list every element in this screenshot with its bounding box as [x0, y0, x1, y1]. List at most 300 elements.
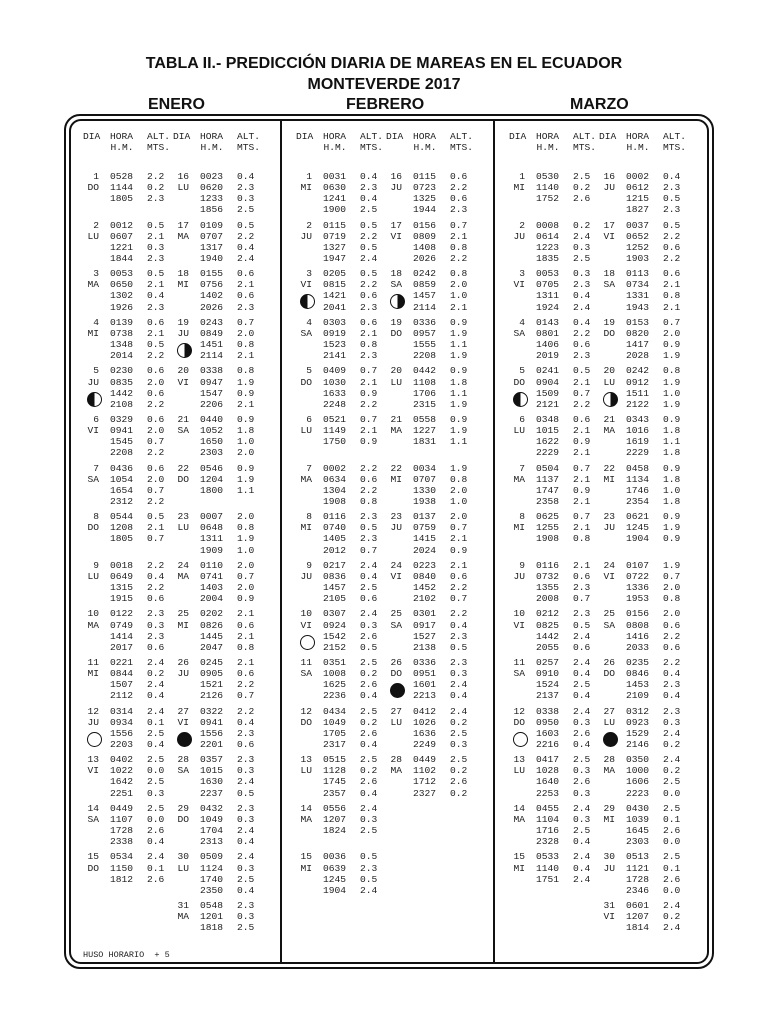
tide-height: 0.5 [450, 641, 468, 653]
tide-height: 0.9 [663, 511, 681, 523]
day-of-week: SA [177, 765, 189, 777]
tide-time: 2008 [536, 593, 560, 605]
day-number: 2 [93, 219, 99, 231]
day-number: 21 [177, 414, 189, 425]
tide-time: 1947 [323, 252, 347, 264]
tide-height: 0.2 [450, 716, 468, 728]
day-number: 29 [603, 802, 615, 814]
tide-height: 0.2 [663, 738, 681, 750]
tide-height: 0.9 [360, 436, 378, 448]
tide-height: 0.0 [147, 813, 165, 825]
tide-height: 0.8 [663, 290, 681, 302]
tide-time: 1630 [200, 776, 224, 788]
day-number: 26 [390, 657, 402, 668]
tide-time: 0923 [626, 716, 650, 728]
moon-new-icon [177, 732, 192, 747]
day-number: 10 [300, 608, 312, 620]
tide-height: 0.6 [237, 738, 255, 750]
tide-time: 0002 [626, 171, 650, 182]
day-number: 28 [603, 754, 615, 766]
column-header-hora: HORA [323, 131, 347, 142]
day-number: 14 [513, 802, 525, 814]
tide-time: 1824 [323, 825, 347, 836]
day-of-week: VI [513, 619, 525, 631]
tide-height: 2.2 [663, 657, 681, 668]
day-number: 9 [93, 559, 99, 571]
day-of-week: DO [177, 473, 189, 485]
day-number: 23 [603, 511, 615, 523]
tide-time: 1800 [200, 484, 224, 496]
tide-height: 2.4 [573, 230, 591, 242]
tide-height: 2.4 [663, 727, 681, 739]
tide-time: 0732 [536, 570, 560, 582]
day-number: 5 [519, 365, 525, 377]
tide-height: 2.2 [147, 447, 165, 459]
tide-height: 0.0 [663, 787, 681, 799]
tide-height: 0.2 [360, 668, 378, 680]
tide-height: 1.1 [450, 387, 468, 399]
tide-time: 1015 [200, 765, 224, 777]
tide-time: 1137 [536, 473, 560, 485]
tide-time: 0037 [626, 219, 650, 231]
tide-time: 1633 [323, 387, 347, 399]
tide-height: 0.0 [663, 884, 681, 896]
day-of-week: VI [87, 425, 99, 437]
tide-height: 2.0 [237, 582, 255, 593]
tide-time: 1442 [110, 387, 134, 399]
tide-time: 1414 [110, 630, 134, 642]
moon-full-icon [513, 732, 528, 747]
tide-height: 1.0 [237, 544, 255, 556]
tide-height: 2.3 [237, 727, 255, 739]
moon-first-quarter-icon [513, 392, 528, 407]
tide-height: 2.1 [237, 398, 255, 410]
tide-height: 0.6 [663, 641, 681, 653]
column-header-hm: H.M. [626, 142, 650, 154]
day-of-week: LU [513, 765, 525, 777]
tide-time: 1812 [110, 873, 134, 885]
tide-time: 0212 [536, 608, 560, 620]
tide-height: 2.1 [237, 630, 255, 642]
day-number: 7 [519, 462, 525, 474]
tide-height: 0.5 [360, 873, 378, 885]
day-of-week: MA [177, 570, 189, 582]
day-of-week: MA [300, 813, 312, 825]
day-number: 28 [177, 754, 189, 766]
tide-height: 1.9 [450, 425, 468, 437]
day-number: 13 [87, 754, 99, 766]
tide-height: 1.1 [663, 436, 681, 448]
tide-height: 2.6 [360, 776, 378, 788]
tide-time: 1406 [536, 339, 560, 350]
tide-time: 1527 [413, 630, 437, 642]
tide-height: 2.1 [237, 279, 255, 291]
tide-time: 2109 [626, 690, 650, 702]
tide-time: 2201 [200, 738, 224, 750]
tide-time: 2203 [110, 738, 134, 750]
tide-height: 0.3 [237, 911, 255, 923]
day-number: 3 [93, 268, 99, 280]
day-number: 11 [513, 657, 525, 668]
tide-height: 0.6 [147, 414, 165, 425]
tide-time: 1619 [626, 436, 650, 448]
tide-time: 1049 [200, 813, 224, 825]
tide-time: 1900 [323, 204, 347, 216]
column-header-hm: H.M. [110, 142, 134, 154]
tide-time: 0924 [323, 619, 347, 631]
tide-time: 2114 [200, 350, 224, 362]
day-number: 13 [513, 754, 525, 766]
tide-height: 2.4 [237, 776, 255, 788]
tide-height: 0.7 [147, 484, 165, 496]
tide-height: 2.3 [360, 511, 378, 523]
tide-time: 1529 [626, 727, 650, 739]
tide-time: 0007 [200, 511, 224, 523]
tide-time: 1924 [536, 301, 560, 313]
day-number: 30 [177, 851, 189, 863]
day-number: 20 [390, 365, 402, 377]
tide-height: 0.6 [450, 171, 468, 182]
tide-time: 1555 [413, 339, 437, 350]
tide-height: 0.2 [147, 668, 165, 680]
day-number: 18 [390, 268, 402, 280]
column-header-hm: H.M. [323, 142, 347, 154]
tide-height: 0.3 [237, 765, 255, 777]
day-number: 11 [87, 657, 99, 668]
tide-height: 0.3 [360, 619, 378, 631]
day-number: 7 [93, 462, 99, 474]
column-header-dia: DIA [386, 131, 404, 142]
tide-height: 2.2 [663, 230, 681, 242]
day-of-week: MA [300, 473, 312, 485]
tide-time: 2146 [626, 738, 650, 750]
tide-time: 0910 [536, 668, 560, 680]
tide-height: 0.6 [360, 290, 378, 302]
tide-time: 0314 [110, 705, 134, 717]
column-header-hm: H.M. [536, 142, 560, 154]
tide-height: 0.4 [147, 738, 165, 750]
tide-height: 0.4 [360, 570, 378, 582]
tide-height: 1.9 [663, 376, 681, 388]
tide-height: 1.0 [663, 387, 681, 399]
day-of-week: DO [390, 668, 402, 680]
tide-height: 2.3 [147, 301, 165, 313]
tide-height: 0.6 [573, 414, 591, 425]
tide-height: 2.0 [450, 484, 468, 496]
tide-height: 0.5 [663, 193, 681, 205]
tide-time: 0113 [626, 268, 650, 280]
column-header-mts: MTS. [237, 142, 261, 154]
day-number: 4 [306, 316, 312, 328]
tide-time: 0116 [536, 559, 560, 571]
tide-time: 0544 [110, 511, 134, 523]
tide-time: 1835 [536, 252, 560, 264]
tide-height: 2.3 [573, 279, 591, 291]
tide-time: 2102 [413, 593, 437, 605]
tide-time: 1255 [536, 522, 560, 534]
tide-time: 2208 [110, 447, 134, 459]
tide-time: 0217 [323, 559, 347, 571]
tide-time: 0835 [110, 376, 134, 388]
tide-time: 2303 [626, 836, 650, 848]
tide-height: 0.3 [237, 193, 255, 205]
tide-time: 0455 [536, 802, 560, 814]
tide-height: 2.0 [450, 279, 468, 291]
tide-time: 0521 [323, 414, 347, 425]
tide-time: 1030 [323, 376, 347, 388]
column-header-alt: ALT. [360, 131, 384, 142]
tide-height: 2.2 [663, 630, 681, 642]
tide-time: 1645 [626, 825, 650, 836]
tide-height: 1.9 [663, 559, 681, 571]
tide-time: 0338 [536, 705, 560, 717]
tide-height: 2.6 [360, 679, 378, 691]
tide-time: 1636 [413, 727, 437, 739]
tide-time: 1140 [536, 182, 560, 194]
tide-time: 0528 [110, 171, 134, 182]
tide-time: 0808 [626, 619, 650, 631]
tide-height: 0.6 [450, 193, 468, 205]
tide-time: 0941 [110, 425, 134, 437]
tide-time: 0740 [323, 522, 347, 534]
tide-time: 0530 [536, 171, 560, 182]
tide-height: 2.2 [450, 608, 468, 620]
day-of-week: MA [513, 473, 525, 485]
tide-height: 0.8 [663, 593, 681, 605]
column-header-hora: HORA [413, 131, 437, 142]
tide-height: 2.2 [237, 230, 255, 242]
day-of-week: JU [603, 182, 615, 194]
tide-height: 0.5 [147, 268, 165, 280]
tide-height: 1.8 [663, 473, 681, 485]
tide-height: 1.0 [450, 290, 468, 302]
tide-time: 1207 [323, 813, 347, 825]
tide-time: 2121 [536, 398, 560, 410]
tide-height: 0.4 [450, 690, 468, 702]
tide-height: 0.9 [237, 462, 255, 474]
tide-height: 2.4 [450, 679, 468, 691]
tide-height: 1.9 [450, 327, 468, 339]
day-of-week: MA [177, 911, 189, 923]
tide-time: 0115 [323, 219, 347, 231]
column-header-mts: MTS. [147, 142, 171, 154]
tide-height: 0.9 [573, 436, 591, 448]
tide-time: 2122 [626, 398, 650, 410]
tide-time: 0809 [413, 230, 437, 242]
tide-time: 2357 [323, 787, 347, 799]
tide-height: 0.6 [360, 473, 378, 485]
tide-time: 1904 [626, 533, 650, 545]
day-of-week: LU [177, 862, 189, 874]
tide-height: 2.2 [147, 559, 165, 571]
day-number: 2 [519, 219, 525, 231]
day-of-week: LU [300, 425, 312, 437]
tide-height: 2.0 [663, 582, 681, 593]
tide-time: 1421 [323, 290, 347, 302]
tide-time: 1944 [413, 204, 437, 216]
day-of-week: VI [603, 911, 615, 923]
tide-height: 0.6 [237, 268, 255, 280]
tide-time: 1542 [323, 630, 347, 642]
tide-time: 0242 [626, 365, 650, 377]
tide-height: 2.3 [360, 301, 378, 313]
column-header-hora: HORA [110, 131, 134, 142]
tide-time: 0707 [200, 230, 224, 242]
tide-time: 2152 [323, 641, 347, 653]
tide-time: 1052 [200, 425, 224, 437]
tide-height: 2.5 [360, 825, 378, 836]
tide-height: 2.1 [573, 376, 591, 388]
tide-time: 2028 [626, 350, 650, 362]
day-number: 13 [300, 754, 312, 766]
tide-time: 0336 [413, 316, 437, 328]
tide-height: 0.9 [237, 593, 255, 605]
tide-height: 0.6 [663, 241, 681, 253]
tide-height: 0.1 [663, 813, 681, 825]
day-number: 15 [87, 851, 99, 863]
tide-height: 2.1 [237, 608, 255, 620]
tide-time: 1028 [536, 765, 560, 777]
tide-time: 0759 [413, 522, 437, 534]
tide-time: 0243 [200, 316, 224, 328]
day-number: 1 [519, 171, 525, 182]
tide-height: 2.4 [450, 705, 468, 717]
day-of-week: SA [603, 279, 615, 291]
day-number: 9 [306, 559, 312, 571]
tide-height: 1.0 [663, 484, 681, 496]
tide-height: 2.3 [237, 754, 255, 766]
column-header-dia: DIA [83, 131, 101, 142]
tide-time: 1121 [626, 862, 650, 874]
tide-time: 0458 [626, 462, 650, 474]
day-of-week: MI [603, 813, 615, 825]
tide-time: 1233 [200, 193, 224, 205]
tide-time: 2126 [200, 690, 224, 702]
tide-height: 0.8 [360, 495, 378, 507]
tide-height: 2.3 [663, 705, 681, 717]
tide-height: 2.5 [450, 754, 468, 766]
moon-last-quarter-icon [603, 392, 618, 407]
tide-time: 1451 [200, 339, 224, 350]
tide-time: 2237 [200, 787, 224, 799]
day-of-week: JU [177, 668, 189, 680]
tide-height: 2.3 [147, 608, 165, 620]
column-header-mts: MTS. [663, 142, 687, 154]
tide-time: 0707 [413, 473, 437, 485]
tide-time: 2137 [536, 690, 560, 702]
tide-time: 1026 [413, 716, 437, 728]
tide-height: 2.3 [360, 862, 378, 874]
tide-time: 1336 [626, 582, 650, 593]
tide-height: 2.3 [147, 252, 165, 264]
tide-time: 0430 [626, 802, 650, 814]
tide-height: 2.0 [237, 511, 255, 523]
tide-height: 2.5 [360, 705, 378, 717]
tide-height: 0.7 [573, 462, 591, 474]
tide-time: 1201 [200, 911, 224, 923]
tide-time: 1507 [110, 679, 134, 691]
tide-time: 1814 [626, 922, 650, 934]
tide-height: 2.6 [450, 776, 468, 788]
tide-height: 1.8 [663, 447, 681, 459]
tide-time: 1746 [626, 484, 650, 496]
tide-time: 1556 [200, 727, 224, 739]
tide-time: 0137 [413, 511, 437, 523]
tide-height: 0.7 [573, 511, 591, 523]
tide-height: 2.4 [573, 851, 591, 863]
tide-time: 2047 [200, 641, 224, 653]
tide-height: 2.4 [573, 705, 591, 717]
tide-height: 2.1 [450, 301, 468, 313]
day-number: 8 [93, 511, 99, 523]
tide-time: 0449 [413, 754, 437, 766]
tide-height: 0.6 [237, 619, 255, 631]
day-of-week: JU [87, 716, 99, 728]
tide-time: 0652 [626, 230, 650, 242]
day-of-week: MI [300, 522, 312, 534]
tide-height: 2.3 [147, 630, 165, 642]
tide-time: 2315 [413, 398, 437, 410]
timezone-note: HUSO HORARIO + 5 [83, 950, 170, 960]
tide-time: 1149 [323, 425, 347, 437]
tide-height: 0.6 [573, 339, 591, 350]
month-divider [493, 119, 495, 964]
day-of-week: MA [177, 230, 189, 242]
tide-time: 2004 [200, 593, 224, 605]
day-number: 17 [603, 219, 615, 231]
tide-height: 2.2 [360, 484, 378, 496]
tide-time: 0023 [200, 171, 224, 182]
tide-height: 0.7 [360, 414, 378, 425]
tide-time: 1445 [200, 630, 224, 642]
tide-height: 0.7 [237, 570, 255, 582]
tide-height: 0.9 [450, 365, 468, 377]
day-number: 19 [177, 316, 189, 328]
tide-time: 1805 [110, 533, 134, 545]
tide-time: 1728 [110, 825, 134, 836]
tide-time: 0350 [626, 754, 650, 766]
tide-time: 0820 [626, 327, 650, 339]
day-number: 15 [513, 851, 525, 863]
tide-height: 2.1 [573, 522, 591, 534]
tide-height: 2.5 [147, 776, 165, 788]
day-of-week: MA [87, 279, 99, 291]
day-of-week: LU [603, 376, 615, 388]
day-number: 25 [603, 608, 615, 620]
tide-time: 0109 [200, 219, 224, 231]
tide-height: 0.0 [663, 836, 681, 848]
tide-time: 0533 [536, 851, 560, 863]
tide-height: 1.9 [663, 350, 681, 362]
tide-time: 1302 [110, 290, 134, 302]
moon-full-icon [300, 635, 315, 650]
tide-height: 2.5 [360, 657, 378, 668]
day-of-week: SA [603, 619, 615, 631]
tide-time: 1524 [536, 679, 560, 691]
tide-height: 0.3 [573, 268, 591, 280]
day-of-week: SA [513, 668, 525, 680]
tide-height: 2.0 [237, 559, 255, 571]
tide-time: 2141 [323, 350, 347, 362]
tide-time: 2317 [323, 738, 347, 750]
tide-height: 0.4 [573, 290, 591, 302]
tide-height: 2.1 [663, 279, 681, 291]
tide-time: 1150 [110, 862, 134, 874]
tide-height: 2.5 [573, 171, 591, 182]
tide-height: 2.2 [450, 182, 468, 194]
tide-height: 2.1 [360, 327, 378, 339]
tide-height: 0.9 [663, 462, 681, 474]
